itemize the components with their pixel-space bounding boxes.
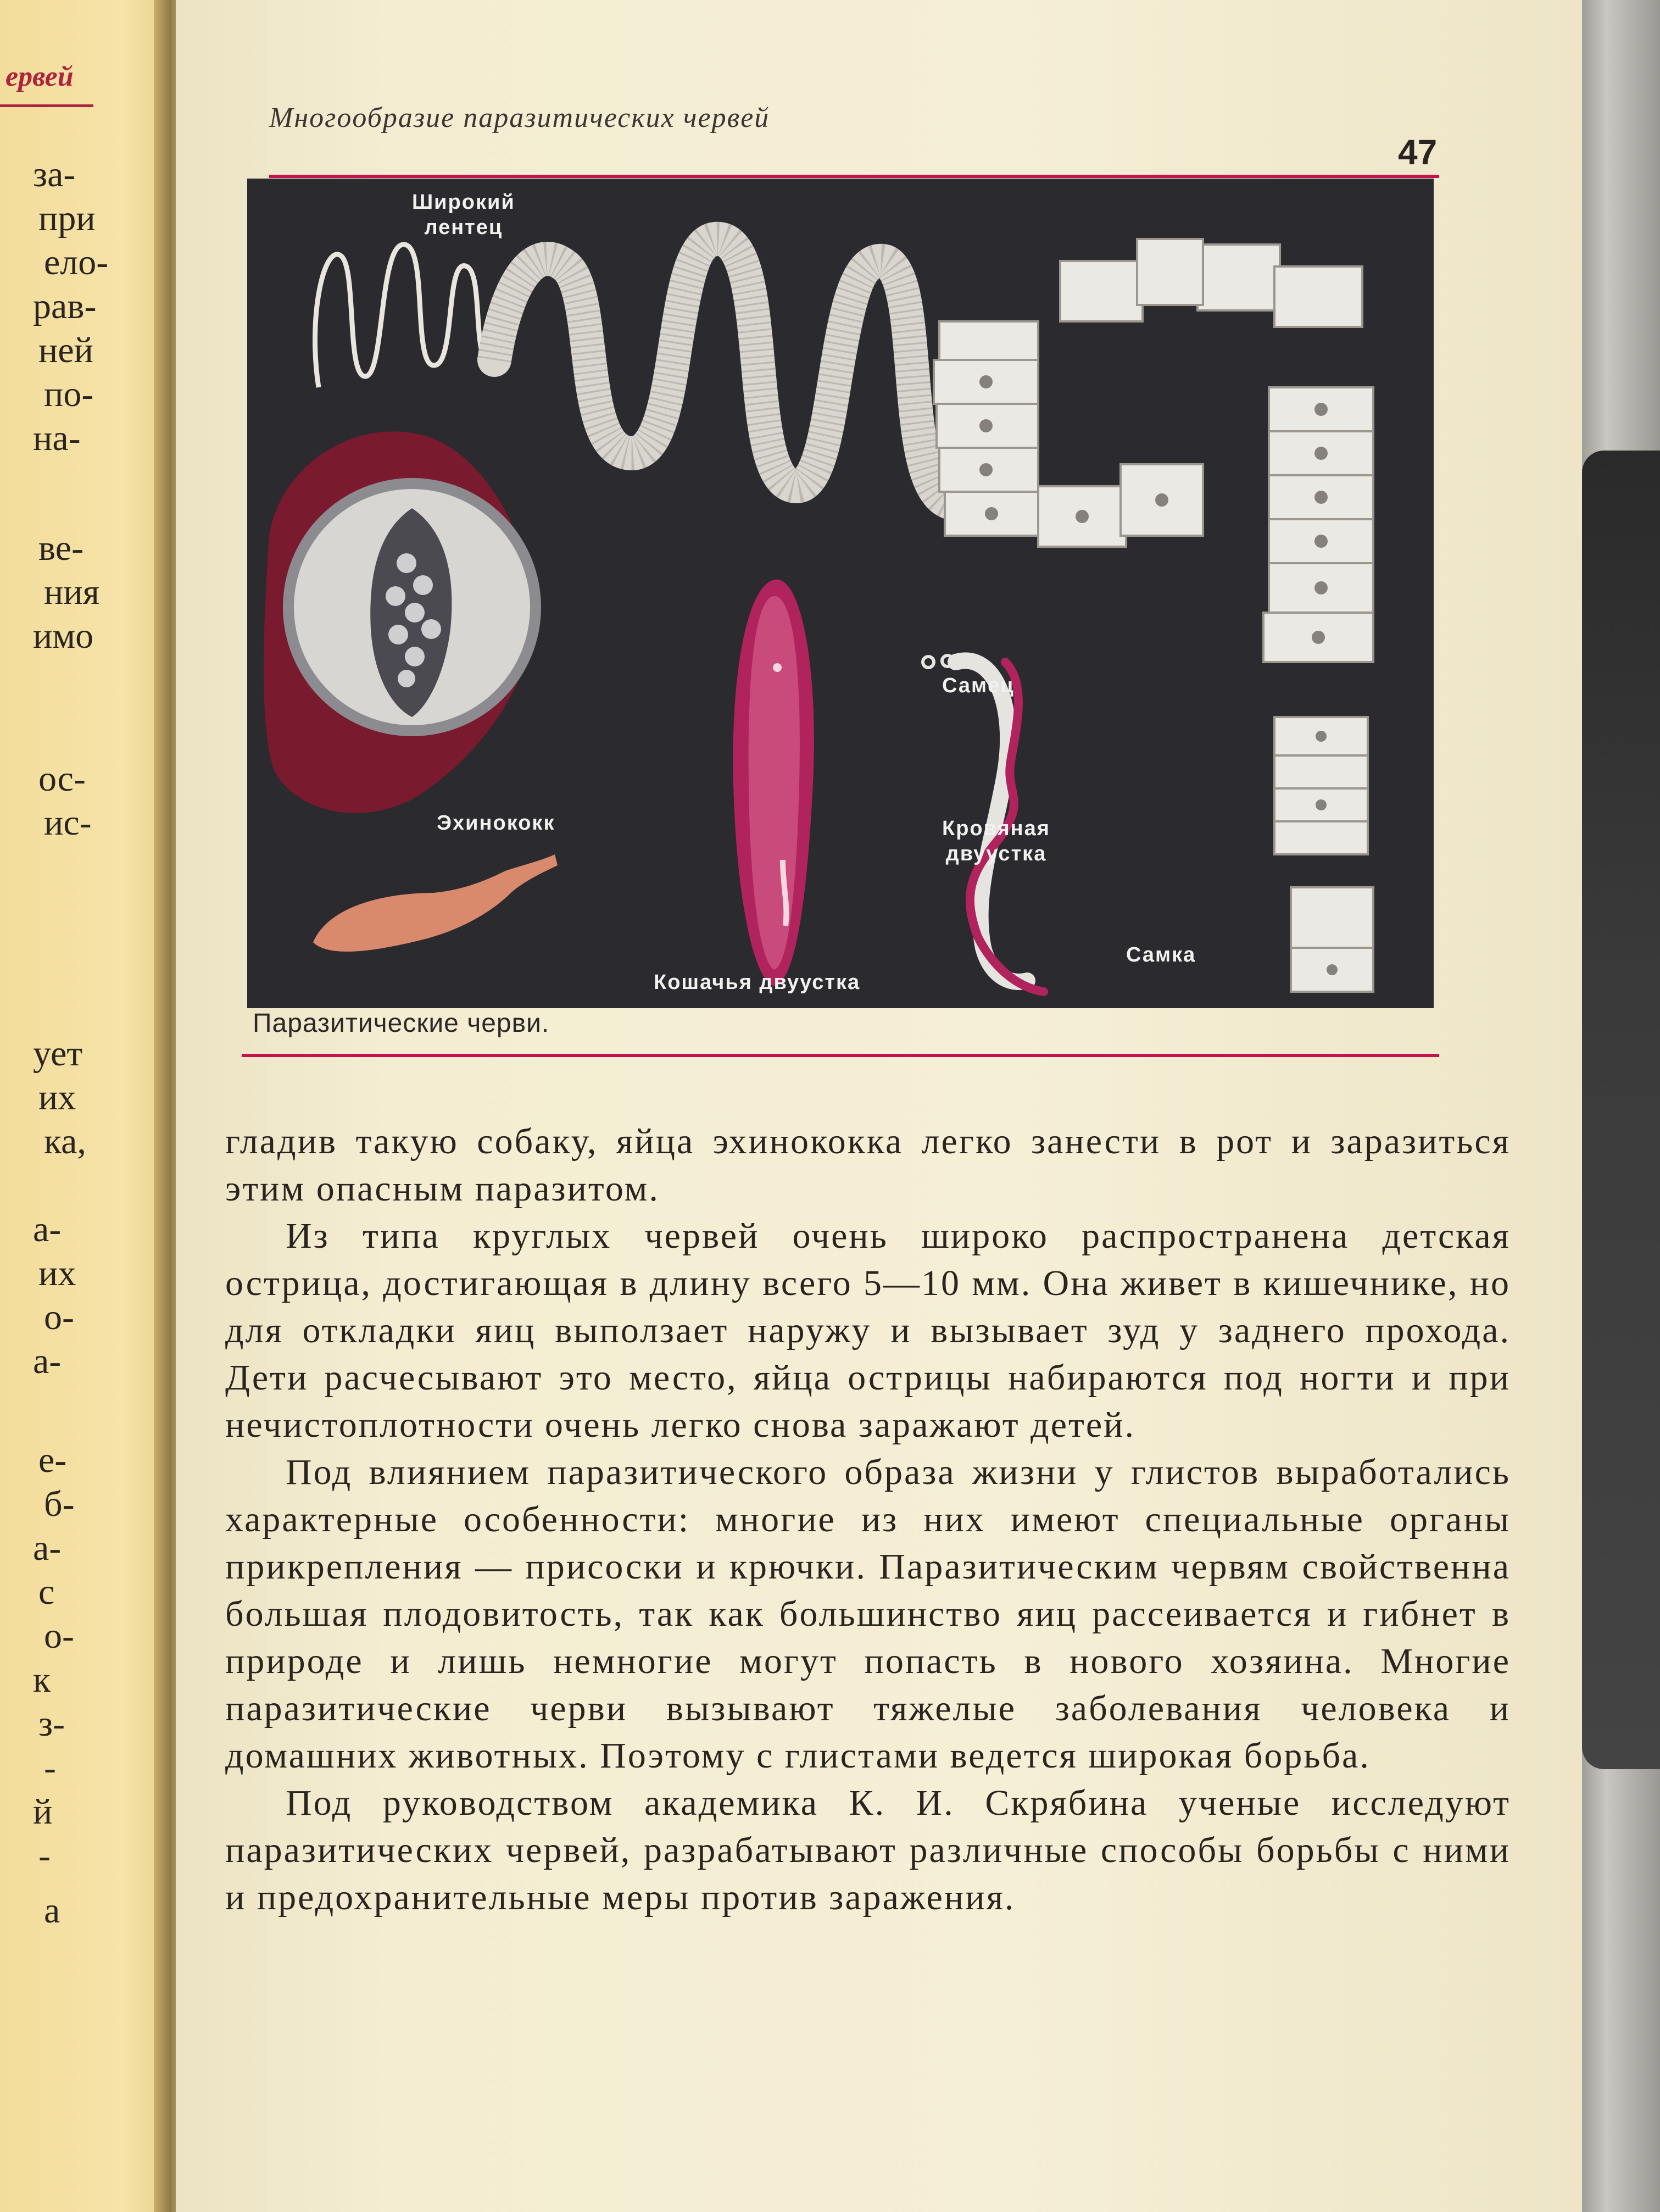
previous-page-fragment: - [38,1836,51,1876]
previous-page-fragment: при [38,198,96,238]
tapeworm-thin-segment [315,244,489,387]
previous-page-fragment: ело- [44,242,109,282]
previous-page-fragment: ис- [44,803,92,843]
echinococcus-adult [313,854,558,952]
previous-page-fragment: ос- [38,759,86,799]
previous-page-fragment: рав- [33,286,97,326]
paragraph: гладив такую собаку, яйца эхинококка легко занести в рот и заразиться этим опасным паразитом. [225,1121,1511,1209]
previous-page-fragment: о- [44,1616,74,1656]
previous-page-fragment: й [33,1792,53,1832]
previous-page-rule [0,104,93,107]
parasitic-worms-illustration [247,179,1434,1008]
background-object [1582,451,1660,1769]
figure-caption: Паразитические черви. [253,1009,550,1038]
paragraph: Под влиянием паразитического образа жизни у глистов выработались характерные особенности: многие из них имеют специальные органы прикрепления — присоски и крючки. Паразитическим червям свойственна большая плодовитость, так как большинство яиц рассеивается и гибнет в природе и лишь немногие могут попасть в нового хозяина. Многие паразитические черви вызывают тяжелые заболевания человека и домашних животных. Поэтому с глистами ведется широкая борьба. [225,1452,1511,1776]
label-male: Самец [942,674,1015,697]
book-page [176,0,1582,2212]
previous-page-fragment: а- [33,1209,62,1249]
previous-page-fragment: з- [38,1704,65,1744]
previous-page-fragment: ния [44,572,99,612]
illustration-drawing [247,179,1434,1008]
caption-rule [242,1054,1439,1057]
previous-page-edge [0,0,176,2212]
label-broad-tapeworm: Широкий лентец [412,191,515,239]
tapeworm-proglottids [934,239,1373,992]
previous-page-fragment: на- [33,418,81,458]
label-cat-fluke: Кошачья двуустка [654,971,861,994]
previous-page-fragment: ует [33,1033,83,1074]
previous-page-fragment: имо [33,616,94,656]
previous-page-fragment: их [38,1077,76,1118]
body-text [225,1118,1511,1921]
paragraph: Из типа круглых червей очень широко распространена детская острица, достигающая в длину всего 5—10 мм. Она живет в кишечнике, но для откладки яиц выползает наружу и вызывает зуд у заднего прохода. Дети расчесывают это место, яйца острицы набираются под ногти и при нечистоплотности очень легко снова заражают детей. [225,1216,1511,1445]
previous-page-fragment: с [38,1572,55,1612]
previous-page-fragment: ве- [38,528,84,568]
previous-page-running-head: ервей [5,61,74,92]
previous-page-fragment: е- [38,1440,67,1480]
label-blood-fluke: Кровяная двуустка [942,817,1050,865]
previous-page-fragment: за- [33,154,76,194]
previous-page-fragment: о- [44,1297,74,1337]
previous-page-fragment: а [44,1891,60,1931]
header-rule [269,175,1439,178]
previous-page-fragment: а- [33,1528,62,1568]
running-head: Многообразие паразитических червей [269,102,770,134]
previous-page-fragment: по- [44,374,94,414]
page-number: 47 [1398,132,1438,172]
previous-page-fragment: б- [44,1484,75,1524]
previous-page-fragment: - [44,1748,56,1788]
previous-page-fragment: а- [33,1341,62,1381]
previous-page-fragment: ка, [44,1121,86,1161]
previous-page-fragment: к [33,1660,51,1700]
previous-page-fragment: их [38,1253,76,1293]
label-female: Самка [1126,943,1196,966]
paragraph: Под руководством академика К. И. Скрябина ученые исследуют паразитических червей, разрабатывают различные способы борьбы с ними и предохранительные меры против заражения. [225,1783,1511,1918]
label-echinococcus: Эхинококк [437,812,555,835]
previous-page-fragment: ней [38,330,93,370]
